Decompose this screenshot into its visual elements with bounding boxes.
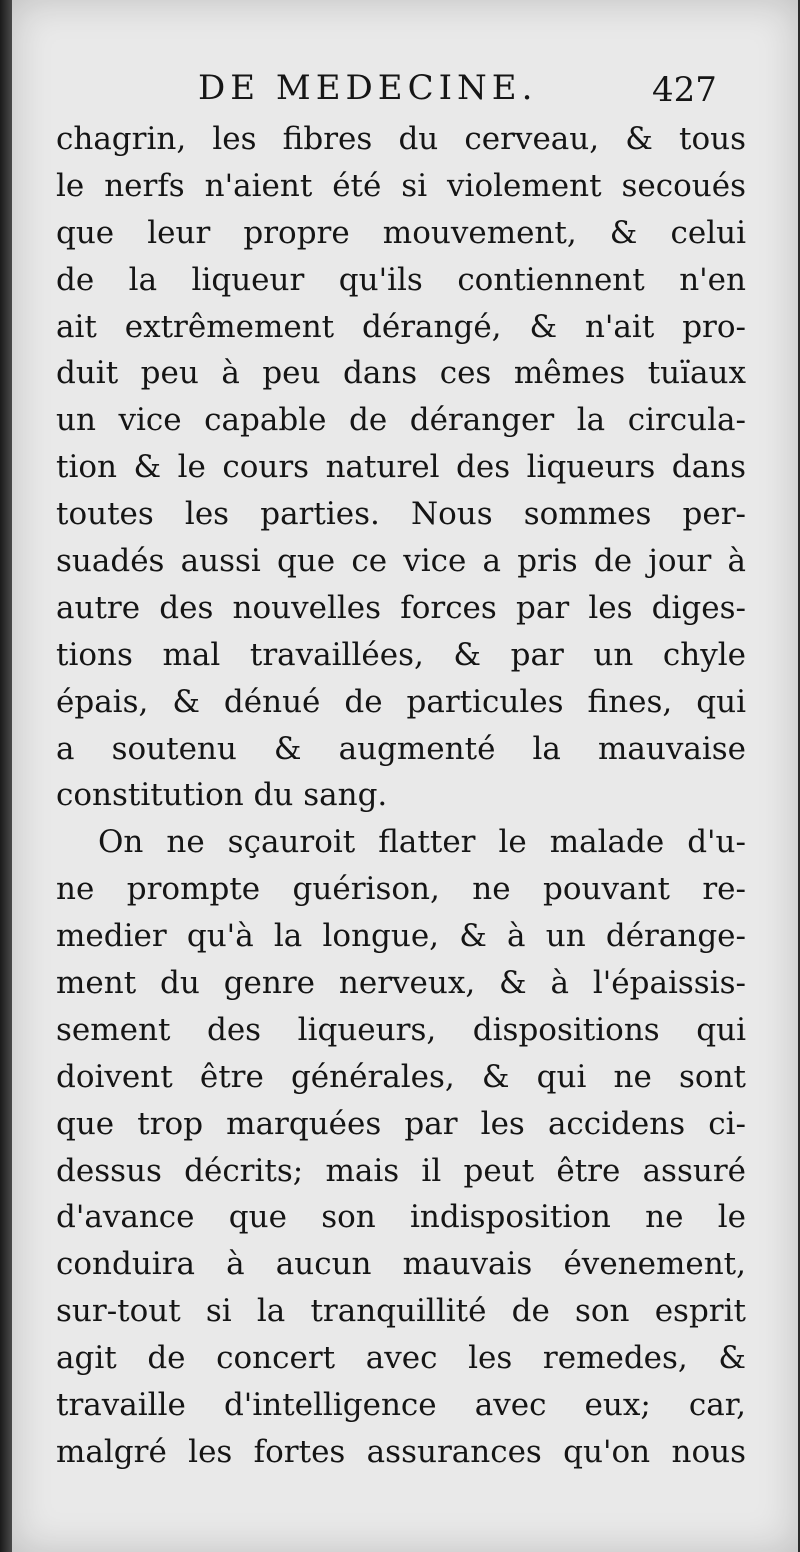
text-line: que trop marquées par les accidens ci- [56, 1105, 746, 1142]
text-line: de la liqueur qu'ils contiennent n'en [56, 261, 746, 298]
book-page [12, 0, 798, 1552]
text-line: autre des nouvelles forces par les diges- [56, 589, 746, 626]
text-line-paragraph-end: constitution du sang. [56, 777, 388, 814]
text-line: d'avance que son indisposition ne le [56, 1199, 746, 1236]
text-line: le nerfs n'aient été si violement secoués [56, 167, 746, 204]
text-line: sement des liqueurs, dispositions qui [56, 1011, 746, 1048]
text-line: agit de concert avec les remedes, & [56, 1340, 746, 1377]
text-line: épais, & dénué de particules fines, qui [56, 683, 746, 720]
text-line: tions mal travaillées, & par un chyle [56, 636, 746, 673]
text-line: sur-tout si la tranquillité de son esprit [56, 1293, 746, 1330]
page-header [12, 68, 798, 120]
text-line: ait extrêmement dérangé, & n'ait pro- [56, 308, 746, 345]
text-line: que leur propre mouvement, & celui [56, 214, 746, 251]
running-head: DE MEDECINE. [198, 68, 538, 108]
text-line: medier qu'à la longue, & à un dérange- [56, 918, 746, 955]
text-line: chagrin, les fibres du cerveau, & tous [56, 121, 746, 157]
text-line: doivent être générales, & qui ne sont [56, 1058, 746, 1095]
body-text [56, 116, 746, 1476]
text-line: ment du genre nerveux, & à l'épaissis- [56, 965, 746, 1002]
text-line-paragraph-start: On ne sçauroit flatter le malade d'u- [98, 824, 746, 861]
text-line: travaille d'intelligence avec eux; car, [56, 1387, 746, 1424]
text-line: suadés aussi que ce vice a pris de jour à [56, 543, 746, 580]
text-line: tion & le cours naturel des liqueurs dans [56, 449, 746, 486]
text-line: malgré les fortes assurances qu'on nous [56, 1433, 746, 1470]
text-line: ne prompte guérison, ne pouvant re- [56, 871, 746, 908]
page-number: 427 [652, 70, 717, 110]
text-line: conduira à aucun mauvais évenement, [56, 1246, 746, 1283]
text-line: duit peu à peu dans ces mêmes tuïaux [56, 355, 746, 392]
text-line: a soutenu & augmenté la mauvaise [56, 730, 746, 767]
text-line: un vice capable de déranger la circula- [56, 402, 746, 439]
text-line: toutes les parties. Nous sommes per- [56, 496, 746, 533]
text-line: dessus décrits; mais il peut être assuré [56, 1152, 746, 1189]
page-edge-shadow [0, 0, 12, 1552]
